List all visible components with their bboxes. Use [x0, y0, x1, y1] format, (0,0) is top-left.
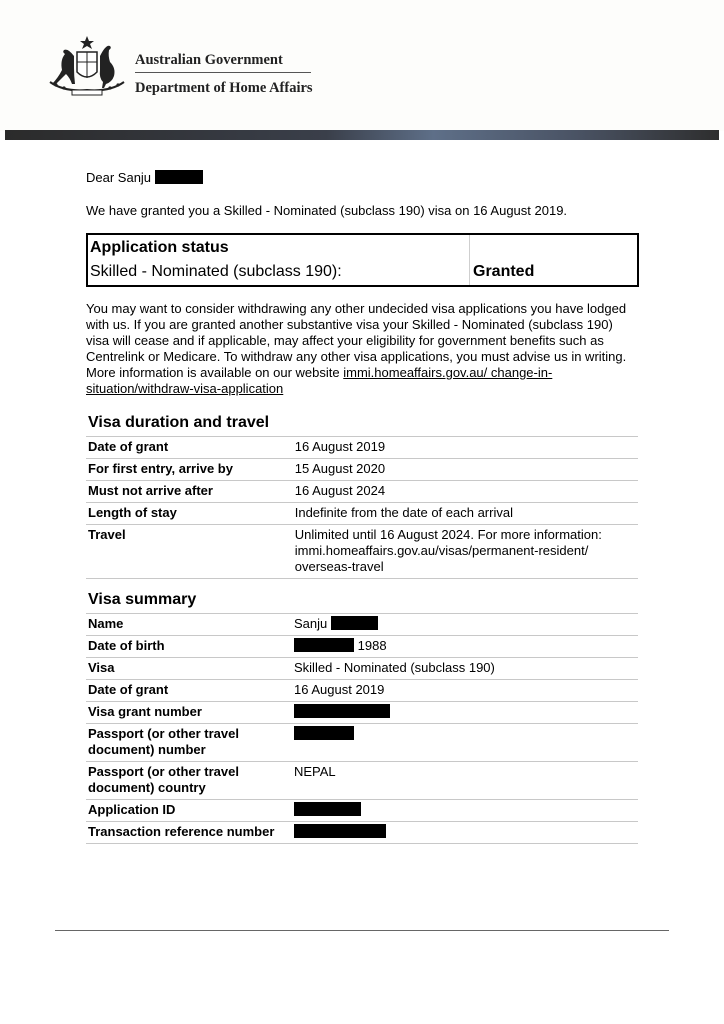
salutation [86, 170, 203, 185]
status-value: Granted [473, 263, 535, 280]
table-row [86, 658, 638, 680]
table-row [86, 800, 638, 822]
withdraw-link[interactable]: immi.homeaffairs.gov.au/ change-in-situation/withdraw-visa-application [86, 365, 553, 396]
header-band [5, 130, 719, 140]
table-row [86, 481, 638, 503]
row-value: 16 August 2019 [291, 437, 638, 459]
redacted-transaction-reference [294, 824, 386, 838]
row-value [290, 724, 638, 762]
table-row [86, 614, 638, 636]
table-row [86, 525, 638, 579]
duration-table [86, 436, 638, 579]
row-label: Transaction reference number [86, 822, 290, 844]
summary-section-title: Visa summary [88, 591, 197, 608]
status-divider [469, 235, 470, 285]
redacted-surname [331, 616, 378, 630]
withdraw-paragraph [86, 301, 639, 397]
row-label: Visa [86, 658, 290, 680]
table-row [86, 762, 638, 800]
table-row [86, 702, 638, 724]
redacted-surname [155, 170, 203, 184]
redacted-grant-number [294, 704, 390, 718]
row-label: Travel [86, 525, 291, 579]
table-row [86, 636, 638, 658]
row-label: Visa grant number [86, 702, 290, 724]
row-label: Passport (or other travel document) number [86, 724, 290, 762]
row-value [290, 614, 638, 636]
row-value: Skilled - Nominated (subclass 190) [290, 658, 638, 680]
redacted-passport-number [294, 726, 354, 740]
row-value: 16 August 2024 [291, 481, 638, 503]
row-value: 15 August 2020 [291, 459, 638, 481]
row-label: Name [86, 614, 290, 636]
withdraw-text: You may want to consider withdrawing any other undecided visa applications you have lodged with us. If you are granted another substantive visa your Skilled - Nominated (subclass 190) visa will cease and if applicable, may affect your eligibility for government benefits such as Centrelink or Medicare. To withdraw any other visa applications, you must advise us in writing. More information is available on our website [86, 301, 627, 380]
table-row [86, 503, 638, 525]
row-value [290, 636, 638, 658]
row-value [290, 822, 638, 844]
government-name: Australian Government [135, 52, 283, 68]
row-value: NEPAL [290, 762, 638, 800]
table-row [86, 724, 638, 762]
row-label: Passport (or other travel document) country [86, 762, 290, 800]
birth-year: 1988 [357, 638, 387, 653]
row-value [290, 800, 638, 822]
table-row [86, 459, 638, 481]
header-divider [135, 72, 311, 73]
row-value: Indefinite from the date of each arrival [291, 503, 638, 525]
row-value: Unlimited until 16 August 2024. For more information: immi.homeaffairs.gov.au/visas/permanent-resident/ overseas-travel [291, 525, 638, 579]
redacted-application-id [294, 802, 361, 816]
grant-intro: We have granted you a Skilled - Nominated (subclass 190) visa on 16 August 2019. [86, 203, 568, 218]
status-title: Application status [90, 239, 229, 256]
table-row [86, 680, 638, 702]
summary-table [86, 613, 638, 844]
letterhead [0, 0, 724, 131]
table-row [86, 822, 638, 844]
row-label: For first entry, arrive by [86, 459, 291, 481]
department-name: Department of Home Affairs [135, 80, 313, 96]
row-label: Must not arrive after [86, 481, 291, 503]
duration-section-title: Visa duration and travel [88, 414, 270, 431]
row-label: Date of grant [86, 680, 290, 702]
row-value [290, 702, 638, 724]
application-status-box [86, 233, 639, 287]
row-label: Date of grant [86, 437, 291, 459]
coat-of-arms-icon [44, 34, 130, 98]
salutation-text: Dear Sanju [86, 170, 152, 185]
row-value: 16 August 2019 [290, 680, 638, 702]
name-value: Sanju [294, 616, 328, 631]
table-row [86, 437, 638, 459]
row-label: Length of stay [86, 503, 291, 525]
footer-divider [55, 930, 669, 931]
row-label: Date of birth [86, 636, 290, 658]
status-visa-label: Skilled - Nominated (subclass 190): [90, 263, 342, 280]
redacted-birth-date [294, 638, 354, 652]
row-label: Application ID [86, 800, 290, 822]
